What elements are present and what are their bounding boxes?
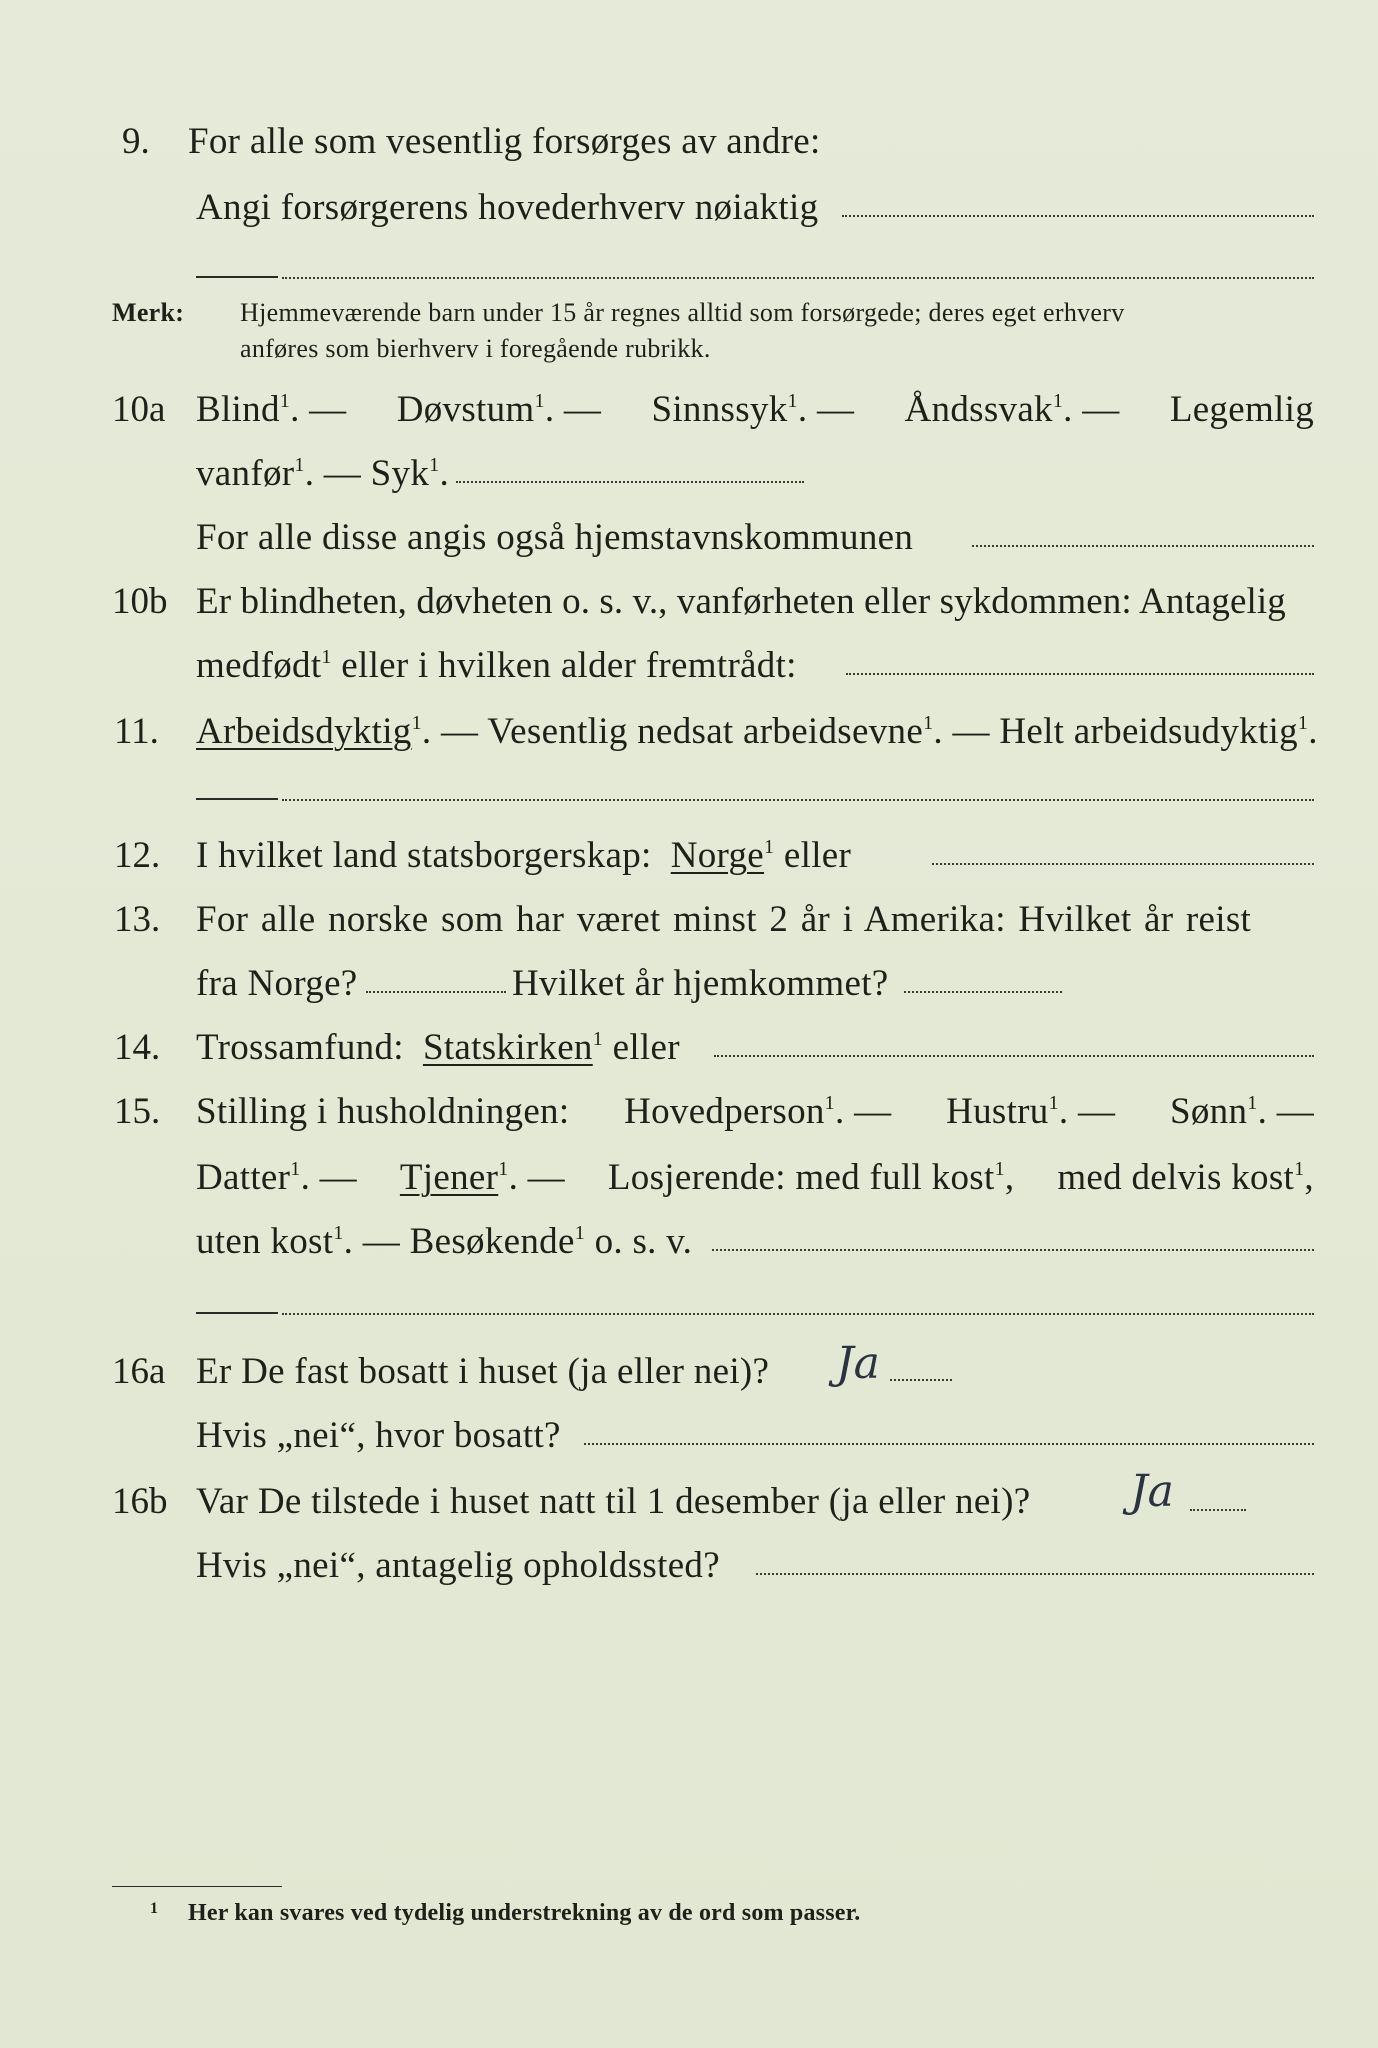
q10a-line3: For alle disse angis også hjemstavnskommunen [196, 517, 914, 558]
q13-hjemkommet-line [904, 988, 1062, 993]
footnote-rule [112, 1886, 282, 1887]
q16a-line1: Er De fast bosatt i huset (ja eller nei)? [196, 1351, 770, 1392]
q16a-handwritten-answer: Ja [836, 1338, 880, 1389]
q13-reist-line [366, 988, 506, 993]
q12-number: 12. [114, 835, 161, 876]
q16a-number: 16a [112, 1351, 166, 1392]
q10a-number: 10a [112, 389, 166, 430]
q14-number: 14. [114, 1027, 161, 1068]
q11-number: 11. [114, 711, 159, 752]
q10a-answer-line [456, 478, 804, 483]
q9-line1: For alle som vesentlig forsørges av andre: [188, 121, 821, 162]
q15-rule-short [196, 1312, 278, 1314]
q15-line2: Datter$^1$. — Tjener$^1$. — Losjerende: med full kost$^1$, med delvis kost$^1$, [196, 1157, 1314, 1198]
merk-line2: anføres som bierhverv i foregående rubrikk. [240, 334, 711, 363]
merk-line1: Hjemmeværende barn under 15 år regnes alltid som forsørgede; deres eget erhverv [240, 298, 1125, 327]
q10b-answer-line [846, 670, 1314, 675]
q11-rule-short [196, 798, 278, 800]
q16a-line2: Hvis „nei“, hvor bosatt? [196, 1415, 561, 1456]
q14-line: Trossamfund: Statskirken$^1$ eller [196, 1027, 680, 1068]
q10a-opt4: Åndssvak$^1$. — [904, 389, 1120, 430]
q10a-line2: vanfør$^1$. — Syk$^1$. [196, 453, 450, 494]
q11-line: Arbeidsdyktig$^1$. — Vesentlig nedsat arbeidsevne$^1$. — Helt arbeidsudyktig$^1$. [196, 711, 1318, 752]
q10b-number: 10b [112, 581, 168, 622]
q16b-line1: Var De tilstede i huset natt til 1 desember (ja eller nei)? [196, 1481, 1031, 1522]
q15-answer-line [712, 1246, 1314, 1251]
q10b-line1: Er blindheten, døvheten o. s. v., vanførheten eller sykdommen: Antagelig [196, 581, 1286, 622]
q11-opt1-selected: Arbeidsdyktig [196, 711, 412, 752]
q9-line2: Angi forsørgerens hovederhverv nøiaktig [196, 187, 819, 228]
q12-opt-selected: Norge [670, 835, 765, 876]
q16a-answer-line [890, 1376, 952, 1381]
q9-answer-line [842, 212, 1314, 217]
q10a-opt3: Sinnssyk$^1$. — [651, 389, 855, 430]
q10a-opt2: Døvstum$^1$. — [396, 389, 602, 430]
q16a-bosatt-line [584, 1440, 1314, 1445]
q10a-opt1: Blind$^1$. — [196, 389, 347, 430]
q15-line3: uten kost$^1$. — Besøkende$^1$ o. s. v. [196, 1221, 693, 1262]
q16b-opholdssted-line [756, 1570, 1314, 1575]
q14-opt-selected: Statskirken [422, 1027, 593, 1068]
q10a-opt5: Legemlig [1169, 389, 1314, 430]
q11-answer-line [282, 796, 1314, 801]
q12-answer-line [932, 860, 1314, 865]
q16b-handwritten-answer: Ja [1130, 1466, 1174, 1517]
q16b-number: 16b [112, 1481, 168, 1522]
q15-answer-line-2 [282, 1310, 1314, 1315]
q13-line1: For alle norske som har været minst 2 år i Amerika: Hvilket år reist [196, 899, 1252, 940]
q16b-line2: Hvis „nei“, antagelig opholdssted? [196, 1545, 720, 1586]
q13-line2b: Hvilket år hjemkommet? [512, 963, 889, 1004]
q10a-line1 [196, 388, 1314, 431]
merk-label: Merk: [112, 298, 185, 327]
q16b-answer-line [1190, 1506, 1246, 1511]
footnote-mark: 1 [150, 1900, 159, 1917]
q15-line1: Stilling i husholdningen: Hovedperson$^1$. — Hustru$^1$. — Sønn$^1$. — [196, 1091, 1314, 1132]
q10a-hjemstavn-line [972, 542, 1314, 547]
q13-number: 13. [114, 899, 161, 940]
q9-number: 9. [122, 121, 150, 162]
footnote-text: Her kan svares ved tydelig understrekning av de ord som passer. [188, 1900, 861, 1926]
q10b-line2: medfødt$^1$ eller i hvilken alder fremtrådt: [196, 645, 797, 686]
q15-number: 15. [114, 1091, 161, 1132]
q13-line2a: fra Norge? [196, 963, 358, 1004]
q14-answer-line [714, 1052, 1314, 1057]
q12-line: I hvilket land statsborgerskap: Norge$^1$ eller [196, 835, 852, 876]
q9-rule-short [196, 276, 278, 278]
q15-opt-selected: Tjener [399, 1157, 499, 1198]
q9-answer-line-2 [282, 274, 1314, 279]
